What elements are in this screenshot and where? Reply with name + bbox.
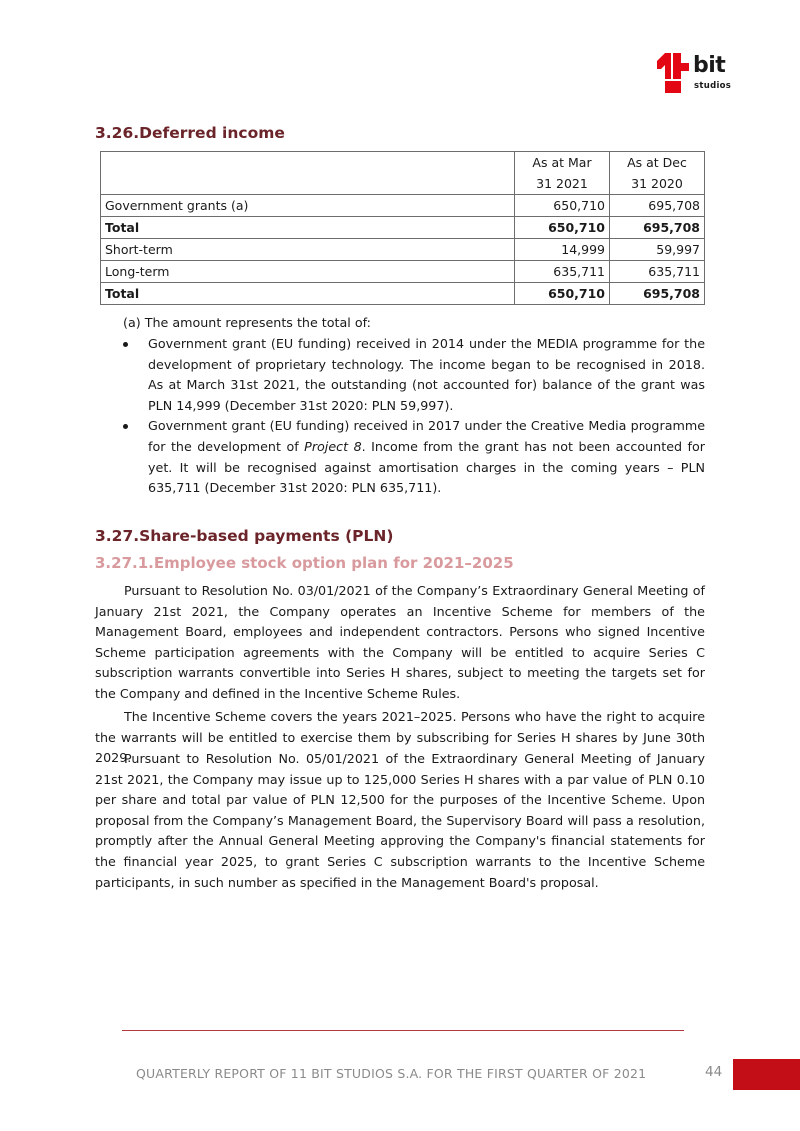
section-title-deferred-income: 3.26.Deferred income	[95, 124, 285, 142]
bullet-text: Government grant (EU funding) received in 2014 under the MEDIA programme for the development of proprietary technology. The income began to be recognised in 2018. As at March 31st 2021, the outstanding (not accounted for) balance of the grant was PLN 14,999 (December 31st 2020: PLN 59,997).	[148, 336, 705, 413]
table-row	[101, 217, 705, 239]
logo-mark-icon	[655, 53, 691, 93]
list-item	[123, 416, 705, 498]
table-header-cell: As at Mar 31 2021	[515, 152, 610, 195]
page-accent-block	[733, 1059, 800, 1090]
row-label: Long-term	[101, 261, 515, 283]
note-lead: (a) The amount represents the total of:	[123, 315, 371, 330]
subsection-title-stock-option-plan: 3.27.1.Employee stock option plan for 2021–2025	[95, 554, 514, 572]
bullet-icon	[123, 424, 128, 429]
bullet-text-part: Government grant (EU funding) received in 2017 under the Creative Media programme for the development of	[148, 418, 705, 454]
body-paragraph: Pursuant to Resolution No. 03/01/2021 of the Company’s Extraordinary General Meeting of January 21st 2021, the Company operates an Incentive Scheme for members of the Management Board, employees and independent contractors. Persons who signed Incentive Scheme participation agreements with the Company will be entitled to acquire Series C subscription warrants convertible into Series H shares, subject to meeting the targets set for the Company and defined in the Incentive Scheme Rules.	[95, 583, 705, 701]
table-row	[101, 239, 705, 261]
section-title-share-based-payments: 3.27.Share-based payments (PLN)	[95, 527, 394, 545]
table-header-row	[101, 152, 705, 195]
row-value: 14,999	[515, 239, 610, 261]
row-value: 635,711	[515, 261, 610, 283]
footer-divider	[122, 1030, 684, 1031]
row-label: Total	[101, 217, 515, 239]
company-logo	[655, 53, 737, 99]
row-value: 59,997	[610, 239, 705, 261]
table-row	[101, 283, 705, 305]
logo-wordmark: bit	[693, 53, 726, 78]
logo-subtext: studios	[694, 81, 732, 91]
list-item	[123, 334, 705, 416]
row-value: 650,710	[515, 217, 610, 239]
note-bullet-list	[123, 334, 705, 499]
body-paragraph: Pursuant to Resolution No. 05/01/2021 of the Extraordinary General Meeting of January 21st 2021, the Company may issue up to 125,000 Series H shares with a par value of PLN 0.10 per share and total par value of PLN 12,500 for the purposes of the Incentive Scheme. Upon proposal from the Company’s Management Board, the Supervisory Board will pass a resolution, promptly after the Annual General Meeting approving the Company's financial statements for the financial year 2025, to grant Series C subscription warrants to the Incentive Scheme participants, in such number as specified in the Management Board's proposal.	[95, 751, 705, 890]
table-row	[101, 261, 705, 283]
deferred-income-table	[100, 151, 705, 305]
bullet-text-part: . Income from the grant has not been accounted for yet. It will be recognised against amortisation charges in the coming years – PLN 635,711 (December 31st 2020: PLN 635,711).	[148, 438, 705, 496]
row-label: Total	[101, 283, 515, 305]
row-value: 635,711	[610, 261, 705, 283]
bullet-icon	[123, 342, 128, 347]
project-name: Project 8	[304, 438, 362, 454]
row-value: 695,708	[610, 195, 705, 217]
row-value: 695,708	[610, 283, 705, 305]
row-label: Government grants (a)	[101, 195, 515, 217]
table-row	[101, 195, 705, 217]
table-header-cell: As at Dec 31 2020	[610, 152, 705, 195]
row-value: 650,710	[515, 195, 610, 217]
row-value: 650,710	[515, 283, 610, 305]
page-number: 44	[705, 1064, 723, 1080]
table-header-blank	[101, 152, 515, 195]
body-paragraph: The Incentive Scheme covers the years 2021–2025. Persons who have the right to acquire the warrants will be entitled to exercise them by subscribing for Series H shares by June 30th 2029.	[95, 709, 705, 766]
row-label: Short-term	[101, 239, 515, 261]
footer-report-title: QUARTERLY REPORT OF 11 BIT STUDIOS S.A. FOR THE FIRST QUARTER OF 2021	[136, 1066, 647, 1081]
row-value: 695,708	[610, 217, 705, 239]
